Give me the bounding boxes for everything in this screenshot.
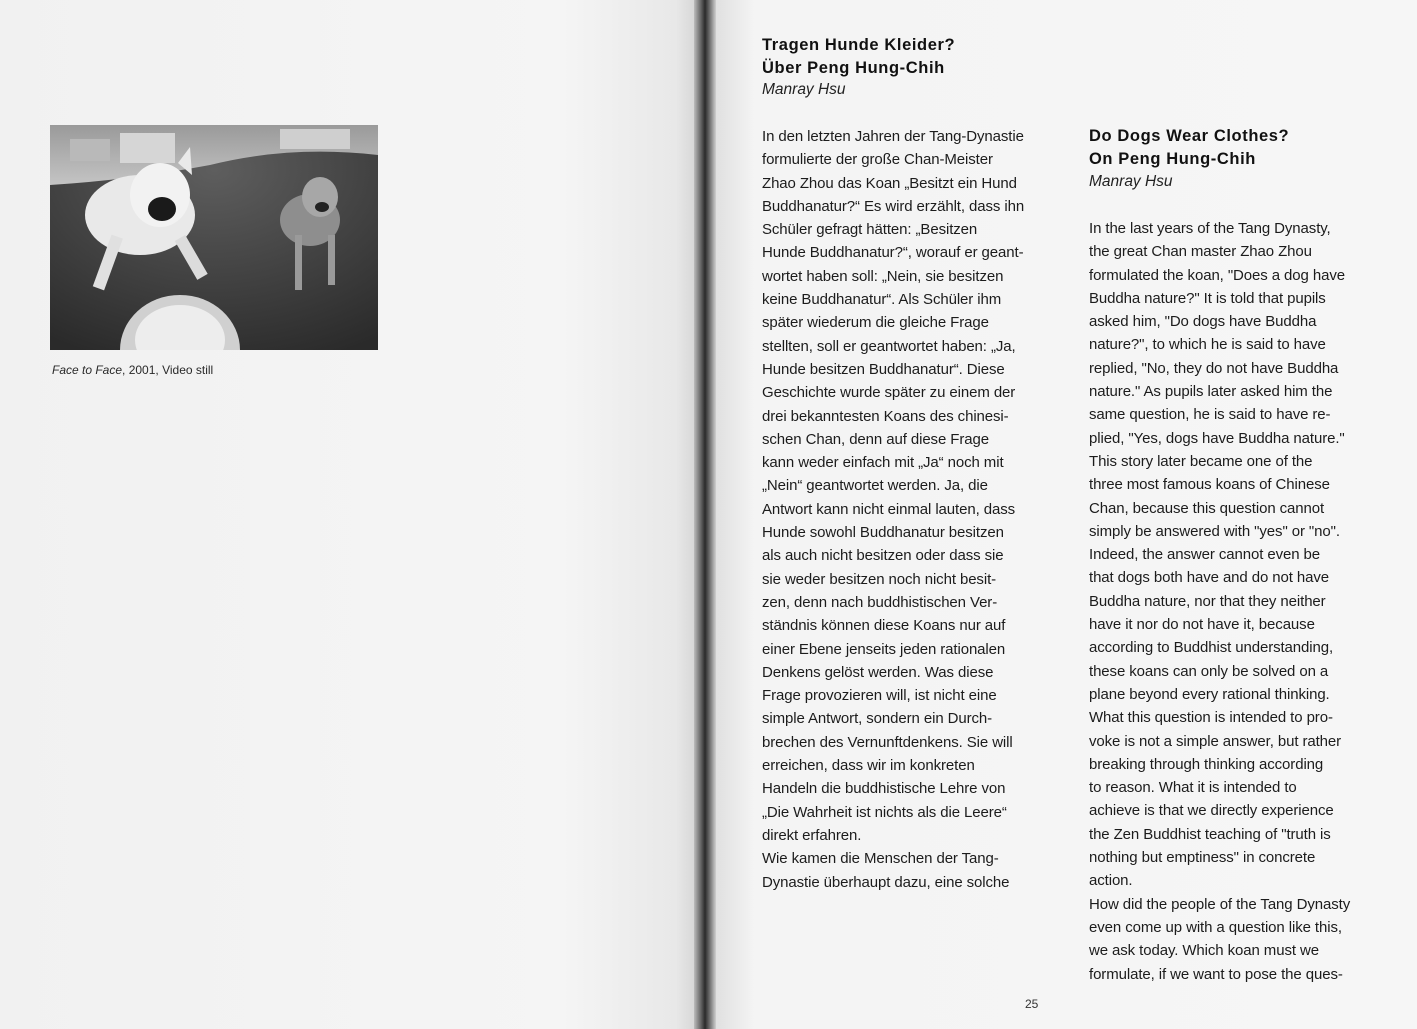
- text-line: Antwort kann nicht einmal lauten, dass: [762, 500, 1016, 518]
- english-author: Manray Hsu: [1089, 173, 1173, 190]
- video-still-photo: [50, 125, 378, 350]
- caption-title: Face to Face: [52, 363, 123, 377]
- photo-caption: [52, 363, 213, 377]
- german-author: Manray Hsu: [762, 81, 846, 98]
- german-title: [762, 34, 955, 80]
- text-line: these koans can only be solved on a: [1089, 662, 1329, 680]
- text-line: replied, "No, they do not have Buddha: [1089, 359, 1339, 377]
- text-line: Chan, because this question cannot: [1089, 499, 1325, 517]
- text-line: that dogs both have and do not have: [1089, 569, 1330, 587]
- caption-details: , 2001, Video still: [122, 363, 214, 377]
- text-line: Wie kamen die Menschen der Tang-: [762, 850, 999, 868]
- text-line: Dynastie überhaupt dazu, eine solche: [762, 873, 1010, 891]
- text-line: Hunde Buddhanatur?“, worauf er geant-: [762, 244, 1024, 262]
- english-body-text: [1089, 217, 1350, 986]
- text-line: wortet haben soll: „Nein, sie besitzen: [762, 267, 1004, 285]
- text-line: Hunde besitzen Buddhanatur“. Diese: [762, 360, 1005, 378]
- text-line: schen Chan, denn auf diese Frage: [762, 430, 989, 448]
- text-line: Geschichte wurde später zu einem der: [762, 384, 1016, 402]
- text-line: Buddha nature?" It is told that pupils: [1089, 289, 1326, 307]
- text-line: direkt erfahren.: [762, 826, 862, 844]
- text-line: simple Antwort, sondern ein Durch-: [762, 710, 993, 728]
- text-line: brechen des Vernunftdenkens. Sie will: [762, 733, 1013, 751]
- text-line: have it nor do not have it, because: [1089, 616, 1315, 634]
- text-line: formulate, if we want to pose the ques-: [1089, 965, 1343, 983]
- text-line: ständnis können diese Koans nur auf: [762, 617, 1006, 635]
- text-line: What this question is intended to pro-: [1089, 709, 1333, 727]
- text-line: Indeed, the answer cannot even be: [1089, 546, 1321, 564]
- text-line: the Zen Buddhist teaching of "truth is: [1089, 825, 1331, 843]
- text-line: This story later became one of the: [1089, 452, 1313, 470]
- text-line: Zhao Zhou das Koan „Besitzt ein Hund: [762, 174, 1017, 192]
- text-line: nature." As pupils later asked him the: [1089, 383, 1333, 401]
- german-title-line1: Tragen Hunde Kleider?: [762, 36, 956, 54]
- text-line: keine Buddhanatur“. Als Schüler ihm: [762, 291, 1002, 309]
- text-line: erreichen, dass wir im konkreten: [762, 757, 975, 775]
- text-line: Hunde sowohl Buddhanatur besitzen: [762, 524, 1004, 542]
- text-line: In the last years of the Tang Dynasty,: [1089, 220, 1331, 237]
- text-line: Denkens gelöst werden. Was diese: [762, 663, 994, 681]
- text-line: als auch nicht besitzen oder dass sie: [762, 547, 1004, 565]
- german-title-line2: Über Peng Hung-Chih: [762, 59, 945, 77]
- text-line: sie weder besitzen noch nicht besit-: [762, 570, 997, 588]
- text-line: to reason. What it is intended to: [1089, 779, 1297, 797]
- text-line: drei bekanntesten Koans des chinesi-: [762, 407, 1009, 425]
- text-line: plane beyond every rational thinking.: [1089, 685, 1330, 703]
- text-line: Handeln die buddhistische Lehre von: [762, 780, 1006, 798]
- text-line: „Nein“ geantwortet werden. Ja, die: [762, 477, 988, 495]
- text-line: How did the people of the Tang Dynasty: [1089, 895, 1351, 913]
- text-line: Buddha nature, nor that they neither: [1089, 592, 1326, 610]
- text-line: nothing but emptiness" in concrete: [1089, 849, 1316, 867]
- text-line: „Die Wahrheit ist nichts als die Leere“: [762, 803, 1007, 821]
- text-line: the great Chan master Zhao Zhou: [1089, 243, 1312, 261]
- text-line: Frage provozieren will, ist nicht eine: [762, 687, 997, 705]
- text-line: nature?", to which he is said to have: [1089, 336, 1326, 354]
- text-line: formulierte der große Chan-Meister: [762, 151, 993, 169]
- text-line: Schüler gefragt hätten: „Besitzen: [762, 221, 978, 239]
- text-line: zen, denn nach buddhistischen Ver-: [762, 593, 998, 611]
- text-line: Buddhanatur?“ Es wird erzählt, dass ihn: [762, 197, 1025, 215]
- english-title: [1089, 125, 1289, 171]
- text-line: breaking through thinking according: [1089, 755, 1324, 773]
- book-gutter: [694, 0, 716, 1029]
- text-line: plied, "Yes, dogs have Buddha nature.": [1089, 429, 1345, 447]
- english-title-line2: On Peng Hung-Chih: [1089, 150, 1256, 168]
- text-line: simply be answered with "yes" or "no".: [1089, 522, 1340, 540]
- german-body-text: [762, 125, 1024, 894]
- text-line: three most famous koans of Chinese: [1089, 476, 1330, 494]
- text-line: achieve is that we directly experience: [1089, 802, 1334, 820]
- english-title-line1: Do Dogs Wear Clothes?: [1089, 127, 1290, 145]
- text-line: einer Ebene jenseits jeden rationalen: [762, 640, 1006, 658]
- text-line: according to Buddhist understanding,: [1089, 639, 1334, 657]
- text-line: we ask today. Which koan must we: [1089, 942, 1319, 960]
- text-line: später wiederum die gleiche Frage: [762, 314, 989, 332]
- text-line: action.: [1089, 872, 1133, 890]
- text-line: kann weder einfach mit „Ja“ noch mit: [762, 454, 1004, 472]
- text-line: stellten, soll er geantwortet haben: „Ja,: [762, 337, 1016, 355]
- text-line: even come up with a question like this,: [1089, 918, 1342, 936]
- page-number: 25: [1025, 997, 1039, 1011]
- text-line: same question, he is said to have re-: [1089, 406, 1331, 424]
- text-line: voke is not a simple answer, but rather: [1089, 732, 1342, 750]
- text-line: In den letzten Jahren der Tang-Dynastie: [762, 128, 1024, 145]
- text-line: asked him, "Do dogs have Buddha: [1089, 313, 1317, 331]
- text-line: formulated the koan, "Does a dog have: [1089, 266, 1345, 284]
